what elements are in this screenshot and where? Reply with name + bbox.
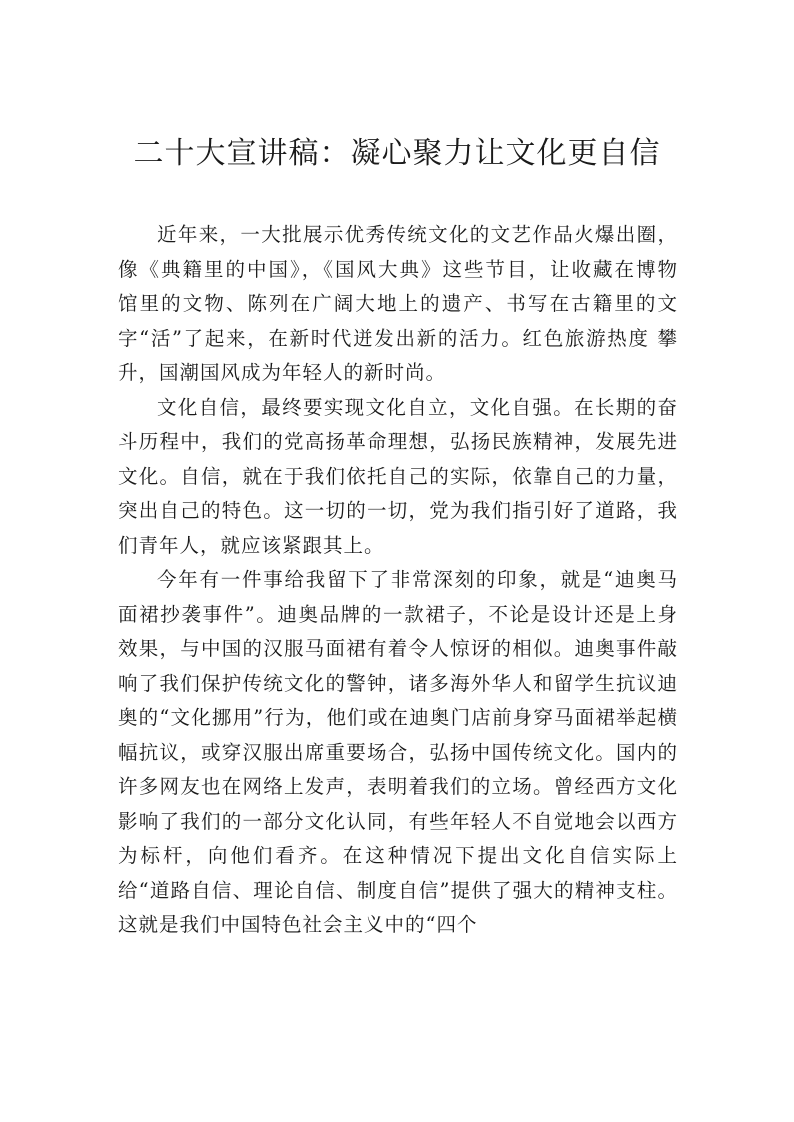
paragraph-3: 今年有一件事给我留下了非常深刻的印象，就是“迪奥马面裙抄袭事件”。迪奥品牌的一款裙子，不论是设计还是上身效果，与中国的汉服马面裙有着令人惊讶的相似。迪奥事件敲响了我们保护传统文化的警钟，诸多海外华人和留学生抗议迪奥的“文化挪用”行为，他们或在迪奥门店前身穿马面裙举起横幅抗议，或穿汉服出席重要场合，弘扬中国传统文化。国内的许多网友也在网络上发声，表明着我们的立场。曾经西方文化影响了我们的一部分文化认同，有些年轻人不自觉地会以西方为标杆，向他们看齐。在这种情况下提出文化自信实际上给“道路自信、理论自信、制度自信”提供了强大的精神支柱。这就是我们中国特色社会主义中的“四个 xyxy=(118,568,678,936)
paragraph-2: 文化自信，最终要实现文化自立，文化自强。在长期的奋斗历程中，我们的党高扬革命理想，弘扬民族精神，发展先进文化。自信，就在于我们依托自己的实际，依靠自己的力量，突出自己的特色。这一切的一切，党为我们指引好了道路，我们青年人，就应该紧跟其上。 xyxy=(118,395,678,557)
paragraph-1: 近年来，一大批展示优秀传统文化的文艺作品火爆出圈，像《典籍里的中国》，《国风大典》这些节目，让收藏在博物 馆里的文物、陈列在广阔大地上的遗产、书写在古籍里的文 字“活”了起来，在新时代迸发出新的活力。红色旅游热度 攀升，国潮国风成为年轻人的新时尚。 xyxy=(118,223,678,384)
document-body xyxy=(118,218,678,943)
document-title: 二十大宣讲稿：凝心聚力让文化更自信 xyxy=(133,136,661,171)
